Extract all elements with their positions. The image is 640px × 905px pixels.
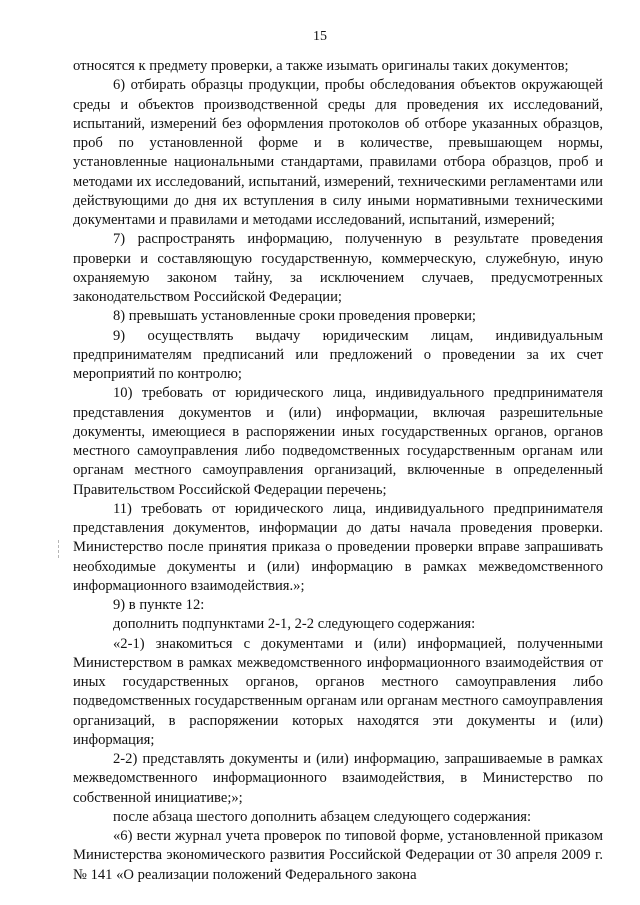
document-body: [73, 57, 603, 885]
paragraph: относятся к предмету проверки, а также изымать оригиналы таких документов;: [73, 58, 569, 74]
margin-mark: [58, 540, 59, 558]
paragraph: 6) отбирать образцы продукции, пробы обследования объектов окружающей среды и объектов производственной среды для проведения их исследований, испытаний, измерений без оформления протоколов об отборе указанных образцов, проб по установленной форме и в количестве, превышающем нормы, установленные национальными стандартами, правилами отбора образцов, проб и методами их исследований, испытаний, измерений, техническими регламентами или действующими до дня их вступления в силу иными нормативными техническими документами и правилами и методами исследований, испытаний, измерений;: [73, 77, 603, 228]
paragraph: 10) требовать от юридического лица, индивидуального предпринимателя представления документов и (или) информации, включая разрешительные документы, имеющиеся в распоряжении иных государственных органов, органов местного самоуправления либо подведомственных государственным органам или органам местного самоуправления организаций, включенные в определенный Правительством Российской Федерации перечень;: [73, 385, 603, 498]
paragraph: 7) распространять информацию, полученную в результате проведения проверки и составляющую государственную, коммерческую, служебную, иную охраняемую законом тайну, за исключением случаев, предусмотренных законодательством Российской Федерации;: [73, 231, 603, 305]
paragraph: 9) в пункте 12:: [113, 597, 205, 613]
paragraph: 11) требовать от юридического лица, индивидуального предпринимателя представления документов, информации до даты начала проведения проверки. Министерство после принятия приказа о проведении проверки вправе запрашивать необходимые документы и (или) информацию в рамках межведомственного информационного взаимодействия.»;: [73, 500, 603, 594]
paragraph: 8) превышать установленные сроки проведения проверки;: [113, 308, 476, 325]
paragraph: 9) осуществлять выдачу юридическим лицам, индивидуальным предпринимателям предписаний или предложений о проведении за их счет мероприятий по контролю;: [73, 327, 603, 382]
paragraph: «2-1) знакомиться с документами и (или) информацией, полученными Министерством в рамках межведомственного информационного взаимодействия от иных государственных органов, органов местного самоуправления либо подведомственных государственным органам или органам местного самоуправления организаций, в распоряжении которых находятся эти документы и (или) информация;: [73, 635, 603, 748]
paragraph: 2-2) представлять документы и (или) информацию, запрашиваемые в рамках межведомственного информационного взаимодействия, в Министерство по собственной инициативе;»;: [73, 751, 603, 806]
paragraph: после абзаца шестого дополнить абзацем следующего содержания:: [113, 808, 532, 825]
page-number: 15: [313, 29, 327, 44]
paragraph: «6) вести журнал учета проверок по типовой форме, установленной приказом Министерства экономического развития Российской Федерации от 30 апреля 2009 г. № 141 «О реализации положений Федерального закона: [73, 828, 603, 883]
paragraph: дополнить подпунктами 2-1, 2-2 следующего содержания:: [113, 616, 476, 633]
